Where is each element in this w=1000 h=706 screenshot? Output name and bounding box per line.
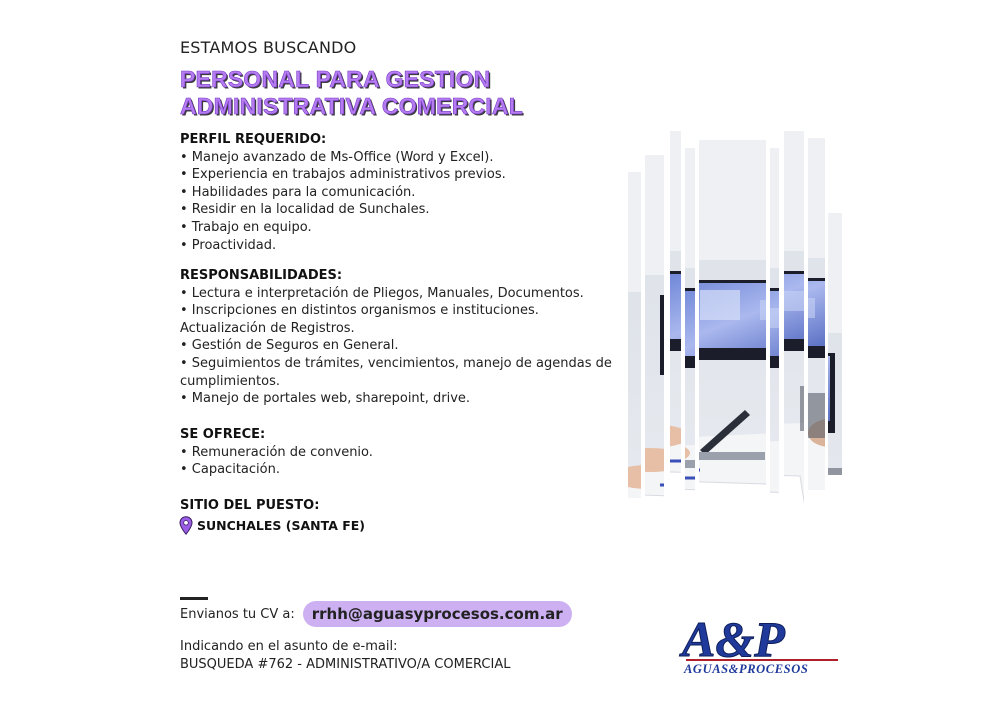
- photo-strip: [628, 172, 641, 498]
- photo-strip: [685, 148, 695, 534]
- responsibility-item: • Manejo de portales web, sharepoint, drive.: [180, 391, 471, 407]
- office-photo-strips: [628, 0, 844, 706]
- responsibility-item: Actualización de Registros.: [180, 320, 355, 336]
- job-title-line-1: PERSONAL PARA GESTION: [180, 66, 491, 92]
- photo-strip: [828, 213, 842, 475]
- location-section: [180, 497, 620, 515]
- cv-row: [180, 601, 572, 627]
- profile-section: [180, 131, 620, 254]
- profile-item: • Habilidades para la comunicación.: [180, 184, 416, 200]
- profile-item: • Experiencia en trabajos administrativos previos.: [180, 167, 506, 183]
- subject-intro: Indicando en el asunto de e-mail:: [180, 639, 398, 654]
- location-place: SUNCHALES (SANTA FE): [197, 518, 366, 533]
- divider: [180, 597, 208, 600]
- cv-email-link[interactable]: rrhh@aguasyprocesos.com.ar: [303, 601, 572, 627]
- location-pin-icon: [179, 516, 193, 535]
- offer-section: [180, 426, 620, 479]
- subject-text: BUSQUEDA #762 - ADMINISTRATIVO/A COMERCIAL: [180, 656, 511, 672]
- responsibilities-section: [180, 267, 620, 408]
- photo-strip: [670, 131, 681, 534]
- photo-strip: [770, 148, 779, 518]
- responsibility-item: • Inscripciones en distintos organismos e instituciones.: [180, 303, 539, 319]
- job-title-line-2: ADMINISTRATIVA COMERCIAL: [180, 93, 523, 119]
- photo-strip: [699, 140, 766, 510]
- svg-text:AGUAS&PROCESOS: AGUAS&PROCESOS: [684, 662, 809, 676]
- profile-item: • Trabajo en equipo.: [180, 219, 312, 235]
- cv-label: Envianos tu CV a:: [180, 606, 295, 622]
- offer-heading: SE OFRECE:: [180, 427, 266, 442]
- location-heading: SITIO DEL PUESTO:: [180, 498, 320, 513]
- intro-text: ESTAMOS BUSCANDO: [180, 38, 357, 57]
- photo-strip: [808, 138, 825, 490]
- location-row: [179, 516, 365, 535]
- profile-heading: PERFIL REQUERIDO:: [180, 132, 327, 147]
- email-subject-block: [180, 638, 510, 673]
- responsibility-item: • Seguimientos de trámites, vencimientos, manejo de agendas de: [180, 355, 612, 371]
- offer-item: • Remuneración de convenio.: [180, 444, 373, 460]
- company-logo: [678, 612, 844, 676]
- profile-item: • Residir en la localidad de Sunchales.: [180, 202, 430, 218]
- responsibility-item: • Lectura e interpretación de Pliegos, Manuales, Documentos.: [180, 285, 584, 301]
- job-title: [180, 66, 620, 120]
- svg-text:A&P: A&P: [682, 612, 785, 667]
- profile-item: • Proactividad.: [180, 237, 277, 253]
- offer-item: • Capacitación.: [180, 462, 280, 478]
- responsibility-item: • Gestión de Seguros en General.: [180, 338, 399, 354]
- photo-strip: [645, 155, 664, 515]
- responsibilities-heading: RESPONSABILIDADES:: [180, 268, 343, 283]
- profile-item: • Manejo avanzado de Ms-Office (Word y Excel).: [180, 149, 494, 165]
- responsibility-item: cumplimientos.: [180, 373, 280, 389]
- photo-strip: [784, 131, 804, 523]
